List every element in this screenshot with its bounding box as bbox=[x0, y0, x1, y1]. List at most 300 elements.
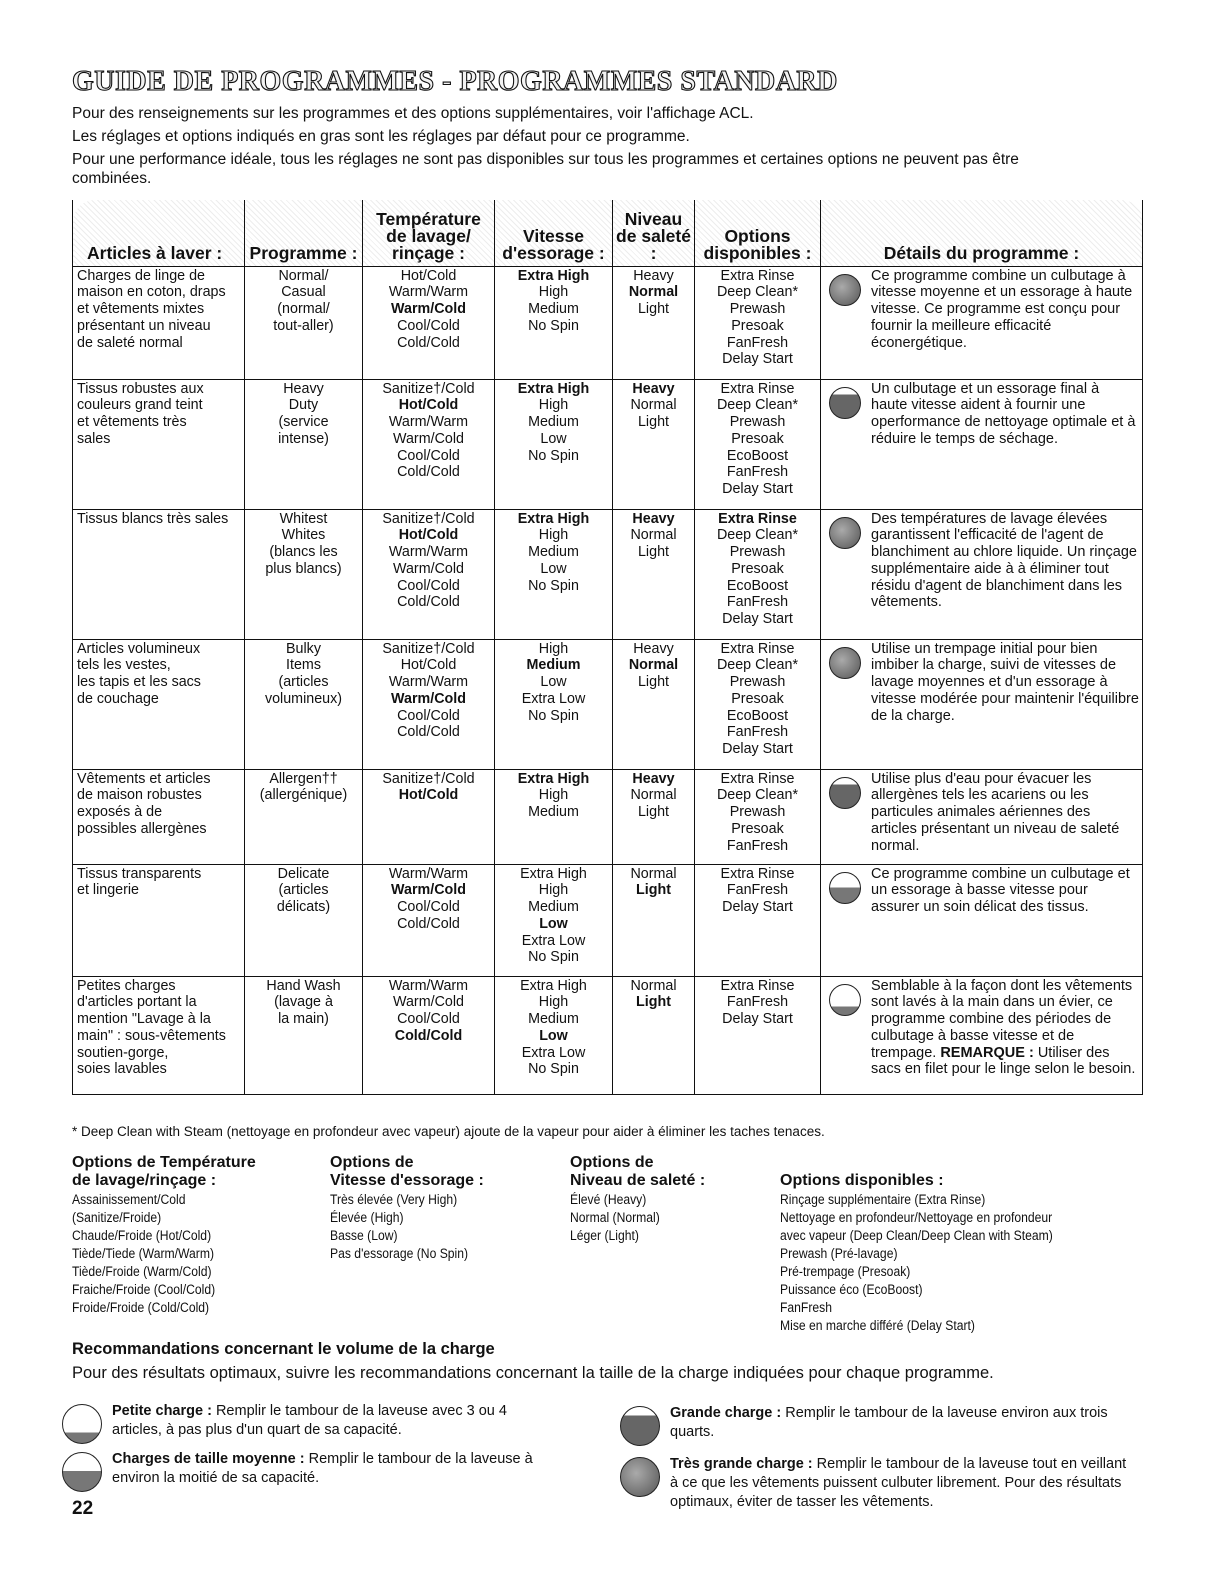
cell-spin bbox=[495, 864, 613, 976]
cell-temperature bbox=[363, 639, 495, 769]
cycle-guide-table bbox=[72, 200, 1143, 1095]
option-list bbox=[330, 1154, 484, 1263]
half-load-icon bbox=[829, 872, 861, 904]
cell-spin bbox=[495, 509, 613, 639]
details-text: Utilise plus d'eau pour évacuer les allergènes tels les acariens ou les particules animales aériennes des articles présentant un niveau de saleté normal. bbox=[871, 770, 1120, 854]
articles-line: maison en coton, draps bbox=[77, 284, 226, 301]
option-list bbox=[72, 1154, 256, 1317]
three-quarter-load-icon bbox=[620, 1406, 660, 1446]
programme-line: (lavage à bbox=[274, 994, 333, 1011]
temperature-setting: Cold/Cold bbox=[397, 724, 460, 741]
articles-line: présentant un niveau bbox=[77, 317, 211, 334]
soil-setting: Light bbox=[636, 994, 671, 1011]
option-setting: Prewash bbox=[729, 301, 786, 318]
option-item: Très élevée (Very High) bbox=[330, 1192, 458, 1207]
soil-setting: Light bbox=[637, 674, 669, 691]
intro-line-3: Pour une performance idéale, tous les réglages ne sont pas disponibles sur tous les programmes et certaines options ne peuvent pas être combinées. bbox=[72, 151, 1019, 187]
spin-setting: Medium bbox=[528, 1011, 579, 1028]
details-wrapper bbox=[829, 511, 1139, 612]
load-size-label: Grande charge : bbox=[670, 1405, 782, 1421]
cell-soil bbox=[613, 509, 695, 639]
option-setting: Presoak bbox=[731, 820, 784, 837]
load-size-description: Remplir le tambour de la laveuse tout en veillant à ce que les vêtements puissent culbuter librement. Pour des résultats optimaux, éviter de tasser les vêtements. bbox=[670, 1456, 1127, 1510]
spin-setting: Low bbox=[539, 1027, 568, 1044]
quarter-load-icon bbox=[62, 1404, 102, 1444]
cell-articles bbox=[73, 379, 245, 509]
option-list-items bbox=[72, 1191, 256, 1317]
option-setting: Delay Start bbox=[722, 741, 793, 758]
note-text: Utiliser des sacs en filet pour le linge selon le besoin. bbox=[871, 1044, 1136, 1078]
cell-temperature bbox=[363, 266, 495, 379]
option-setting: Prewash bbox=[729, 544, 786, 561]
cell-soil bbox=[613, 379, 695, 509]
soil-setting: Normal bbox=[630, 787, 677, 804]
cell-details bbox=[821, 864, 1143, 976]
spin-setting: Extra High bbox=[517, 770, 590, 787]
load-size-label: Charges de taille moyenne : bbox=[112, 1451, 305, 1467]
option-list-heading bbox=[780, 1172, 1083, 1190]
cell-articles bbox=[73, 976, 245, 1094]
articles-line: de maison robustes bbox=[77, 787, 202, 804]
full-load-icon bbox=[620, 1457, 660, 1497]
soil-setting: Normal bbox=[628, 657, 679, 674]
cell-programme bbox=[245, 266, 363, 379]
table-row bbox=[73, 639, 1143, 769]
articles-line: tels les vestes, bbox=[77, 657, 171, 674]
programme-line: Casual bbox=[281, 284, 326, 301]
table-row bbox=[73, 509, 1143, 639]
articles-line: Articles volumineux bbox=[77, 640, 201, 657]
option-item: Rinçage supplémentaire (Extra Rinse) bbox=[780, 1192, 986, 1207]
spin-setting: High bbox=[538, 787, 569, 804]
cell-temperature bbox=[363, 769, 495, 864]
soil-setting: Normal bbox=[630, 527, 677, 544]
temperature-setting: Cool/Cold bbox=[397, 577, 460, 594]
details-text: Utilise un trempage initial pour bien imbiber la charge, suivi de vitesses de lavage moyennes et d'un essorage à vitesse modérée pour maintenir l'équilibre de la charge. bbox=[871, 640, 1139, 724]
spin-setting: No Spin bbox=[528, 1061, 579, 1078]
option-item: Puissance éco (EcoBoost) bbox=[780, 1282, 923, 1297]
temperature-setting: Warm/Warm bbox=[388, 544, 469, 561]
option-setting: Extra Rinse bbox=[720, 640, 795, 657]
cell-details bbox=[821, 266, 1143, 379]
page-title: GUIDE DE PROGRAMMES - PROGRAMMES STANDARD bbox=[72, 66, 838, 97]
articles-line: Petites charges bbox=[77, 977, 176, 994]
option-item: (Sanitize/Froide) bbox=[72, 1210, 162, 1225]
cell-options bbox=[695, 976, 821, 1094]
programme-line: Heavy bbox=[283, 380, 324, 397]
load-size-item bbox=[620, 1455, 1130, 1512]
articles-line: Charges de linge de bbox=[77, 267, 205, 284]
header-soil-level: Niveau de saleté : bbox=[613, 200, 695, 266]
recommendations-text: Pour des résultats optimaux, suivre les recommandations concernant la taille de la charge indiquées pour chaque programme. bbox=[72, 1364, 994, 1382]
articles-line: de saleté normal bbox=[77, 334, 183, 351]
details-wrapper bbox=[829, 268, 1139, 352]
cell-spin bbox=[495, 266, 613, 379]
cell-programme bbox=[245, 509, 363, 639]
temperature-setting: Hot/Cold bbox=[400, 657, 457, 674]
soil-setting: Heavy bbox=[633, 267, 674, 284]
temperature-setting: Cold/Cold bbox=[397, 594, 460, 611]
cell-temperature bbox=[363, 864, 495, 976]
full-load-icon bbox=[829, 647, 861, 679]
temperature-setting: Hot/Cold bbox=[400, 267, 457, 284]
option-item: Pré-trempage (Presoak) bbox=[780, 1264, 911, 1279]
option-setting: FanFresh bbox=[726, 994, 789, 1011]
spin-setting: Extra High bbox=[517, 380, 590, 397]
option-item: Tiède/Froide (Warm/Cold) bbox=[72, 1264, 212, 1279]
cell-programme bbox=[245, 769, 363, 864]
soil-setting: Light bbox=[637, 804, 669, 821]
header-temperature: Température de lavage/ rinçage : bbox=[363, 200, 495, 266]
load-size-description: Remplir le tambour de la laveuse à environ la moitié de sa capacité. bbox=[112, 1451, 533, 1486]
articles-line: et lingerie bbox=[77, 882, 139, 899]
programme-line: plus blancs) bbox=[265, 560, 342, 577]
option-setting: Prewash bbox=[729, 674, 786, 691]
cell-details bbox=[821, 509, 1143, 639]
option-setting: Delay Start bbox=[722, 481, 793, 498]
spin-setting: High bbox=[538, 527, 569, 544]
articles-line: couleurs grand teint bbox=[77, 397, 203, 414]
cell-details bbox=[821, 639, 1143, 769]
soil-setting: Heavy bbox=[632, 510, 675, 527]
temperature-setting: Warm/Warm bbox=[388, 414, 469, 431]
spin-setting: Low bbox=[540, 674, 567, 691]
cell-details bbox=[821, 976, 1143, 1094]
cell-spin bbox=[495, 379, 613, 509]
cell-spin bbox=[495, 976, 613, 1094]
spin-setting: No Spin bbox=[528, 577, 579, 594]
details-wrapper bbox=[829, 641, 1139, 725]
soil-setting: Heavy bbox=[632, 380, 675, 397]
option-item: Basse (Low) bbox=[330, 1228, 398, 1243]
cell-temperature bbox=[363, 509, 495, 639]
option-item: Froide/Froide (Cold/Cold) bbox=[72, 1300, 210, 1315]
option-item: Élevé (Heavy) bbox=[570, 1192, 647, 1207]
temperature-setting: Warm/Warm bbox=[388, 284, 469, 301]
soil-setting: Light bbox=[636, 882, 671, 899]
option-setting: FanFresh bbox=[726, 882, 789, 899]
option-item: Tiède/Tiede (Warm/Warm) bbox=[72, 1246, 214, 1261]
spin-setting: High bbox=[538, 640, 569, 657]
cell-articles bbox=[73, 266, 245, 379]
details-text: Ce programme combine un culbutage et un essorage à basse vitesse pour assurer un soin délicat des tissus. bbox=[871, 865, 1130, 916]
articles-line: de couchage bbox=[77, 690, 159, 707]
programme-line: (articles bbox=[278, 674, 329, 691]
articles-line: Vêtements et articles bbox=[77, 770, 211, 787]
option-setting: FanFresh bbox=[726, 464, 789, 481]
spin-setting: High bbox=[538, 994, 569, 1011]
articles-line: et vêtements très bbox=[77, 414, 187, 431]
programme-line: (allergénique) bbox=[259, 787, 348, 804]
temperature-setting: Warm/Cold bbox=[393, 430, 464, 447]
programme-line: Hand Wash bbox=[266, 977, 341, 994]
cell-options bbox=[695, 639, 821, 769]
cell-options bbox=[695, 769, 821, 864]
spin-setting: Medium bbox=[528, 301, 579, 318]
cell-soil bbox=[613, 769, 695, 864]
soil-setting: Light bbox=[637, 414, 669, 431]
programme-line: tout-aller) bbox=[273, 317, 334, 334]
details-wrapper bbox=[829, 978, 1139, 1079]
details-wrapper bbox=[829, 866, 1139, 916]
cell-details bbox=[821, 769, 1143, 864]
temperature-setting: Warm/Cold bbox=[393, 994, 464, 1011]
programme-line: Whites bbox=[281, 527, 326, 544]
option-setting: Presoak bbox=[731, 317, 784, 334]
spin-setting: Low bbox=[539, 915, 568, 932]
spin-setting: Low bbox=[540, 430, 567, 447]
articles-line: sales bbox=[77, 430, 111, 447]
page-number: 22 bbox=[72, 1498, 94, 1519]
temperature-setting: Warm/Cold bbox=[393, 560, 464, 577]
soil-setting: Normal bbox=[630, 977, 677, 994]
programme-line: délicats) bbox=[276, 899, 331, 916]
soil-setting: Heavy bbox=[633, 640, 674, 657]
header-programme: Programme : bbox=[245, 200, 363, 266]
three-quarter-load-icon bbox=[829, 777, 861, 809]
option-setting: EcoBoost bbox=[726, 447, 789, 464]
option-list-items bbox=[570, 1191, 705, 1245]
spin-setting: High bbox=[538, 882, 569, 899]
spin-setting: Extra High bbox=[517, 267, 590, 284]
cell-temperature bbox=[363, 976, 495, 1094]
temperature-setting: Hot/Cold bbox=[398, 397, 459, 414]
spin-setting: Low bbox=[540, 560, 567, 577]
option-setting: FanFresh bbox=[726, 594, 789, 611]
cell-soil bbox=[613, 639, 695, 769]
temperature-setting: Warm/Cold bbox=[391, 882, 466, 899]
quarter-load-icon bbox=[829, 984, 861, 1016]
option-setting: FanFresh bbox=[726, 334, 789, 351]
soil-setting: Normal bbox=[630, 865, 677, 882]
half-load-icon bbox=[62, 1452, 102, 1492]
load-size-text bbox=[670, 1404, 1120, 1442]
option-setting: EcoBoost bbox=[726, 577, 789, 594]
option-setting: Extra Rinse bbox=[720, 770, 795, 787]
option-setting: Deep Clean* bbox=[716, 397, 799, 414]
cell-articles bbox=[73, 509, 245, 639]
spin-setting: Extra Low bbox=[521, 690, 586, 707]
articles-line: soutien-gorge, bbox=[77, 1044, 169, 1061]
temperature-setting: Warm/Cold bbox=[391, 301, 466, 318]
table-row bbox=[73, 266, 1143, 379]
details-text-block bbox=[871, 978, 1139, 1079]
heading-line: de lavage/rinçage : bbox=[72, 1172, 217, 1189]
load-size-description: Remplir le tambour de la laveuse environ aux trois quarts. bbox=[670, 1405, 1108, 1440]
programme-line: Delicate bbox=[277, 865, 330, 882]
option-item: Chaude/Froide (Hot/Cold) bbox=[72, 1228, 212, 1243]
option-setting: FanFresh bbox=[726, 724, 789, 741]
details-text-block bbox=[871, 771, 1139, 855]
heading-line: Options disponibles : bbox=[780, 1172, 944, 1189]
heading-line: Options de bbox=[330, 1154, 414, 1171]
cell-options bbox=[695, 509, 821, 639]
details-wrapper bbox=[829, 771, 1139, 855]
details-text-block bbox=[871, 641, 1139, 725]
temperature-setting: Cool/Cold bbox=[397, 317, 460, 334]
header-spin-speed: Vitesse d'essorage : bbox=[495, 200, 613, 266]
option-item: Mise en marche différé (Delay Start) bbox=[780, 1318, 975, 1333]
option-list bbox=[570, 1154, 705, 1245]
soil-setting: Light bbox=[637, 301, 669, 318]
soil-setting: Normal bbox=[628, 284, 679, 301]
spin-setting: Medium bbox=[528, 544, 579, 561]
cell-programme bbox=[245, 976, 363, 1094]
spin-setting: No Spin bbox=[528, 317, 579, 334]
temperature-setting: Cool/Cold bbox=[397, 1011, 460, 1028]
cell-articles bbox=[73, 639, 245, 769]
temperature-setting: Hot/Cold bbox=[398, 527, 459, 544]
cell-soil bbox=[613, 864, 695, 976]
cell-programme bbox=[245, 639, 363, 769]
header-options: Options disponibles : bbox=[695, 200, 821, 266]
option-setting: Extra Rinse bbox=[718, 510, 797, 527]
option-setting: Prewash bbox=[729, 804, 786, 821]
option-item: Léger (Light) bbox=[570, 1228, 639, 1243]
temperature-setting: Sanitize†/Cold bbox=[382, 510, 475, 527]
option-setting: EcoBoost bbox=[726, 707, 789, 724]
spin-setting: Extra High bbox=[520, 865, 587, 882]
temperature-setting: Cold/Cold bbox=[397, 464, 460, 481]
spin-setting: High bbox=[538, 397, 569, 414]
header-articles: Articles à laver : bbox=[73, 200, 245, 266]
option-setting: Deep Clean* bbox=[716, 657, 799, 674]
programme-line: la main) bbox=[278, 1011, 329, 1028]
cell-options bbox=[695, 379, 821, 509]
option-setting: Delay Start bbox=[722, 611, 793, 628]
load-size-text bbox=[670, 1455, 1130, 1512]
temperature-setting: Cold/Cold bbox=[397, 334, 460, 351]
table-header-row bbox=[73, 200, 1143, 266]
programme-line: intense) bbox=[278, 430, 329, 447]
full-load-icon bbox=[829, 274, 861, 306]
details-text-block bbox=[871, 268, 1139, 352]
programme-line: Allergen†† bbox=[269, 770, 338, 787]
details-text: Un culbutage et un essorage final à haute vitesse aident à fournir une operformance de nettoyage optimale et à réduire le temps de séchage. bbox=[871, 380, 1136, 447]
option-setting: Prewash bbox=[729, 414, 786, 431]
temperature-setting: Sanitize†/Cold bbox=[382, 770, 475, 787]
three-quarter-load-icon bbox=[829, 387, 861, 419]
load-size-text bbox=[112, 1450, 582, 1488]
spin-setting: Medium bbox=[528, 414, 579, 431]
table-row bbox=[73, 864, 1143, 976]
programme-line: (blancs les bbox=[269, 544, 338, 561]
option-setting: Deep Clean* bbox=[716, 527, 799, 544]
temperature-setting: Warm/Warm bbox=[388, 977, 469, 994]
cell-soil bbox=[613, 976, 695, 1094]
articles-line: les tapis et les sacs bbox=[77, 674, 201, 691]
spin-setting: Extra Low bbox=[521, 1044, 586, 1061]
programme-line: volumineux) bbox=[264, 690, 343, 707]
details-text: Semblable à la façon dont les vêtements sont lavés à la main dans un évier, ce programme combine des périodes de culbutage à basse vitesse et de trempage. bbox=[871, 977, 1133, 1061]
spin-setting: Extra High bbox=[520, 977, 587, 994]
articles-line: soies lavables bbox=[77, 1061, 167, 1078]
temperature-setting: Hot/Cold bbox=[398, 787, 459, 804]
footnote: * Deep Clean with Steam (nettoyage en profondeur avec vapeur) ajoute de la vapeur pour aider à éliminer les taches tenaces. bbox=[72, 1124, 825, 1139]
option-setting: Extra Rinse bbox=[720, 380, 795, 397]
option-setting: Deep Clean* bbox=[716, 284, 799, 301]
header-details: Détails du programme : bbox=[821, 200, 1143, 266]
cell-articles bbox=[73, 864, 245, 976]
articles-line: main" : sous-vêtements bbox=[77, 1027, 226, 1044]
spin-setting: Extra Low bbox=[521, 932, 586, 949]
articles-line: mention "Lavage à la bbox=[77, 1011, 211, 1028]
option-setting: Deep Clean* bbox=[716, 787, 799, 804]
load-size-text bbox=[112, 1402, 552, 1440]
heading-line: Vitesse d'essorage : bbox=[330, 1172, 484, 1189]
full-load-icon bbox=[829, 517, 861, 549]
option-setting: Delay Start bbox=[722, 351, 793, 368]
details-wrapper bbox=[829, 381, 1139, 448]
option-setting: Extra Rinse bbox=[720, 977, 795, 994]
option-setting: Presoak bbox=[731, 430, 784, 447]
option-item: Nettoyage en profondeur/Nettoyage en profondeur bbox=[780, 1210, 1053, 1225]
option-setting: Presoak bbox=[731, 560, 784, 577]
spin-setting: High bbox=[538, 284, 569, 301]
load-size-item bbox=[62, 1402, 552, 1444]
articles-line: d'articles portant la bbox=[77, 994, 197, 1011]
option-item: Élevée (High) bbox=[330, 1210, 404, 1225]
option-list-items bbox=[780, 1191, 1083, 1335]
cell-options bbox=[695, 864, 821, 976]
intro-line-1: Pour des renseignements sur les programmes et des options supplémentaires, voir l'affichage ACL. bbox=[72, 105, 754, 122]
cell-programme bbox=[245, 379, 363, 509]
temperature-setting: Cool/Cold bbox=[397, 707, 460, 724]
option-setting: Delay Start bbox=[722, 899, 793, 916]
load-size-item bbox=[62, 1450, 582, 1492]
temperature-setting: Cool/Cold bbox=[397, 447, 460, 464]
option-list-heading bbox=[570, 1154, 705, 1190]
load-size-description: Remplir le tambour de la laveuse avec 3 ou 4 articles, à pas plus d'un quart de sa capacité. bbox=[112, 1403, 507, 1438]
temperature-setting: Sanitize†/Cold bbox=[382, 640, 475, 657]
programme-line: Items bbox=[286, 657, 321, 674]
table-row bbox=[73, 976, 1143, 1094]
cell-temperature bbox=[363, 379, 495, 509]
option-item: Assainissement/Cold bbox=[72, 1192, 186, 1207]
temperature-setting: Warm/Warm bbox=[388, 674, 469, 691]
programme-line: Whitest bbox=[279, 510, 328, 527]
option-item: avec vapeur (Deep Clean/Deep Clean with Steam) bbox=[780, 1228, 1053, 1243]
spin-setting: Medium bbox=[528, 899, 579, 916]
articles-line: possibles allergènes bbox=[77, 820, 207, 837]
load-size-label: Petite charge : bbox=[112, 1403, 212, 1419]
option-item: Pas d'essorage (No Spin) bbox=[330, 1246, 469, 1261]
articles-line: et vêtements mixtes bbox=[77, 301, 205, 318]
option-item: Prewash (Pré-lavage) bbox=[780, 1246, 898, 1261]
articles-line: Tissus transparents bbox=[77, 865, 202, 882]
table-row bbox=[73, 769, 1143, 864]
programme-line: Duty bbox=[288, 397, 319, 414]
option-list-items bbox=[330, 1191, 484, 1263]
spin-setting: Medium bbox=[526, 657, 581, 674]
option-item: Fraiche/Froide (Cool/Cold) bbox=[72, 1282, 216, 1297]
heading-line: Niveau de saleté : bbox=[570, 1172, 706, 1189]
option-list-heading bbox=[72, 1154, 256, 1190]
cell-programme bbox=[245, 864, 363, 976]
programme-line: (articles bbox=[278, 882, 329, 899]
soil-setting: Heavy bbox=[632, 770, 675, 787]
intro-line-2: Les réglages et options indiqués en gras sont les réglages par défaut pour ce programme. bbox=[72, 128, 690, 145]
table-row bbox=[73, 379, 1143, 509]
spin-setting: No Spin bbox=[528, 949, 579, 966]
programme-line: Bulky bbox=[286, 640, 321, 657]
details-text: Ce programme combine un culbutage à vitesse moyenne et un essorage à haute vitesse. Ce programme est conçu pour fournir la meilleure efficacité éconergétique. bbox=[871, 267, 1133, 351]
load-size-label: Très grande charge : bbox=[670, 1456, 813, 1472]
recommendations-heading: Recommandations concernant le volume de la charge bbox=[72, 1340, 495, 1358]
cell-details bbox=[821, 379, 1143, 509]
details-text-block bbox=[871, 866, 1139, 916]
cell-spin bbox=[495, 639, 613, 769]
